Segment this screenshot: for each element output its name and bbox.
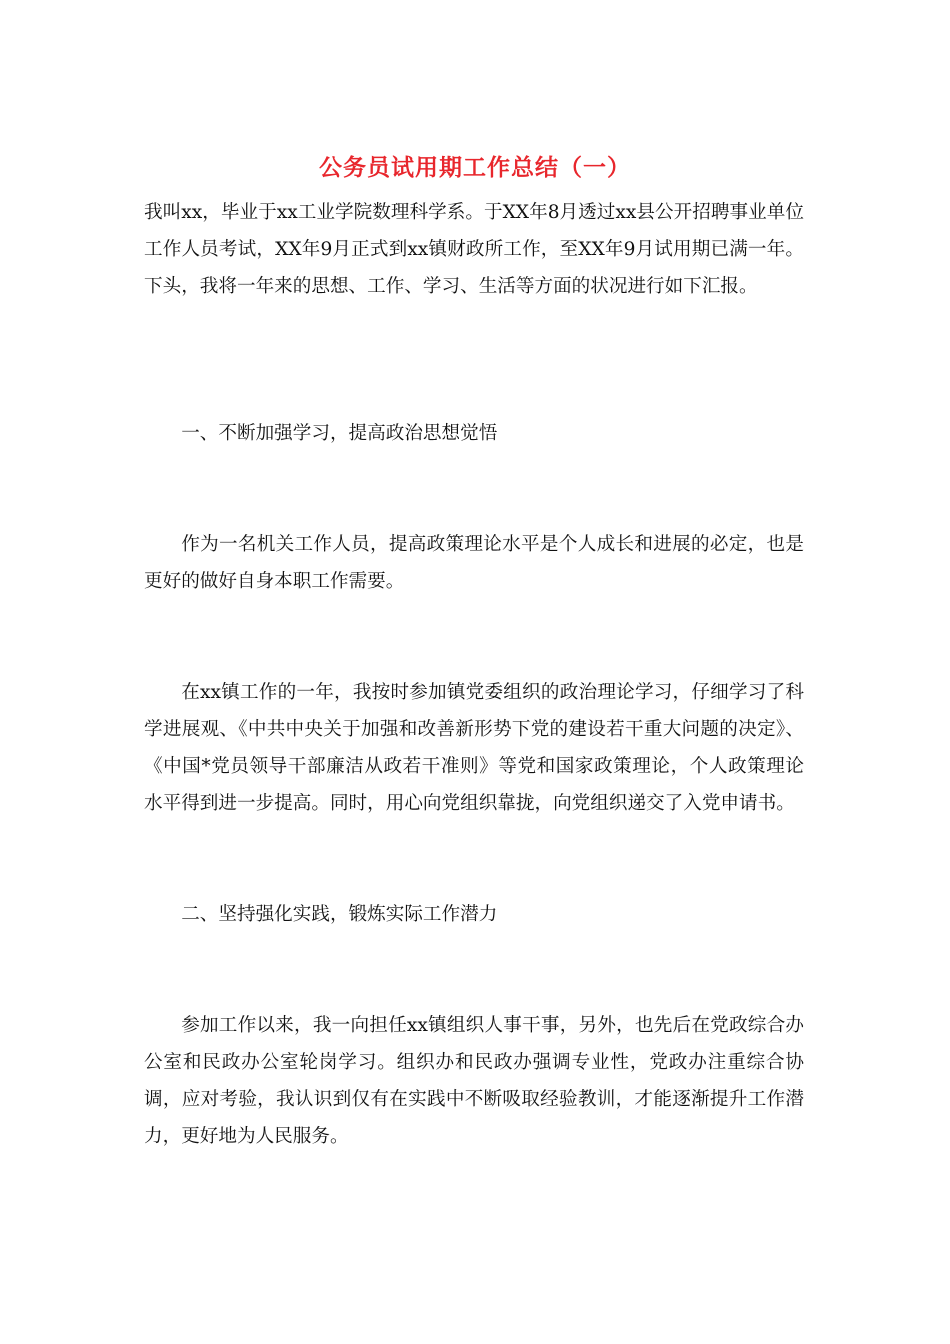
paragraph-gap: [144, 452, 804, 526]
document-title: 公务员试用期工作总结（一）: [319, 155, 631, 181]
document-body: [144, 194, 804, 1155]
paragraph-gap: [144, 822, 804, 896]
paragraph-gap: [144, 933, 804, 1007]
section-heading-2: 二、坚持强化实践，锻炼实际工作潜力: [181, 904, 498, 925]
paragraph-section2-a: 参加工作以来，我一向担任xx镇组织人事干事，另外，也先后在党政综合办公室和民政办公室轮岗学习。组织办和民政办强调专业性，党政办注重综合协调，应对考验，我认识到仅有在实践中不断吸取经验教训，才能逐渐提升工作潜力，更好地为人民服务。: [144, 1015, 804, 1147]
paragraph-gap: [144, 600, 804, 674]
paragraph-section1-b: 在xx镇工作的一年，我按时参加镇党委组织的政治理论学习，仔细学习了科学进展观、《中共中央关于加强和改善新形势下党的建设若干重大问题的决定》、《中国*党员领导干部廉洁从政若干准则》等党和国家政策理论，个人政策理论水平得到进一步提高。同时，用心向党组织靠拢，向党组织递交了入党申请书。: [144, 682, 804, 814]
paragraph-gap: [144, 305, 804, 379]
paragraph-intro: 我叫xx，毕业于xx工业学院数理科学系。于XX年8月透过xx县公开招聘事业单位工作人员考试，XX年9月正式到xx镇财政所工作，至XX年9月试用期已满一年。下头，我将一年来的思想、工作、学习、生活等方面的状况进行如下汇报。: [144, 202, 804, 297]
section-heading-1: 一、不断加强学习，提高政治思想觉悟: [181, 423, 498, 444]
paragraph-section1-a: 作为一名机关工作人员，提高政策理论水平是个人成长和进展的必定，也是更好的做好自身本职工作需要。: [144, 534, 804, 592]
